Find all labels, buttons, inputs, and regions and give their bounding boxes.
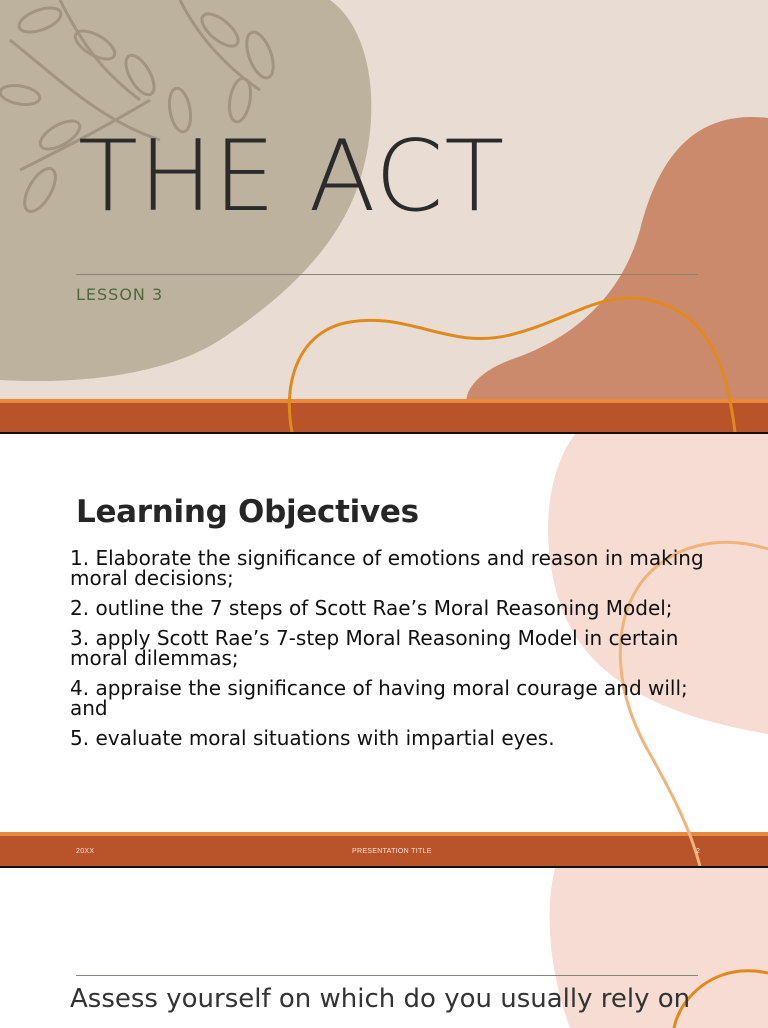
slide-subtitle: LESSON 3 [76,285,164,304]
list-item: 2. outline the 7 steps of Scott Rae’s Moral Reasoning Model; [70,596,673,620]
footer-date: 20XX [76,848,95,855]
footer-presentation-title: PRESENTATION TITLE [352,848,432,855]
slide-3-assessment [0,868,768,1028]
list-item: 3. apply Scott Rae’s 7-step Moral Reasoning Model in certain moral dilemmas; [70,626,679,670]
list-item: 4. appraise the significance of having moral courage and will; and [70,676,688,720]
slide-2-objectives [0,434,768,866]
footer-page-number: 2 [696,848,701,855]
section-title: Learning Objectives [76,494,419,530]
terracotta-blob [466,117,768,410]
list-item: 5. evaluate moral situations with impartial eyes. [70,726,555,750]
slide-1-title [0,0,768,432]
title-divider [76,975,698,976]
list-item: 1. Elaborate the significance of emotions and reason in making moral decisions; [70,546,704,590]
bottom-band [0,399,768,432]
objectives-list [70,548,710,758]
assessment-heading: Assess yourself on which do you usually rely on [70,984,691,1014]
title-divider [76,274,698,275]
slide-title: THE ACT [78,120,506,234]
